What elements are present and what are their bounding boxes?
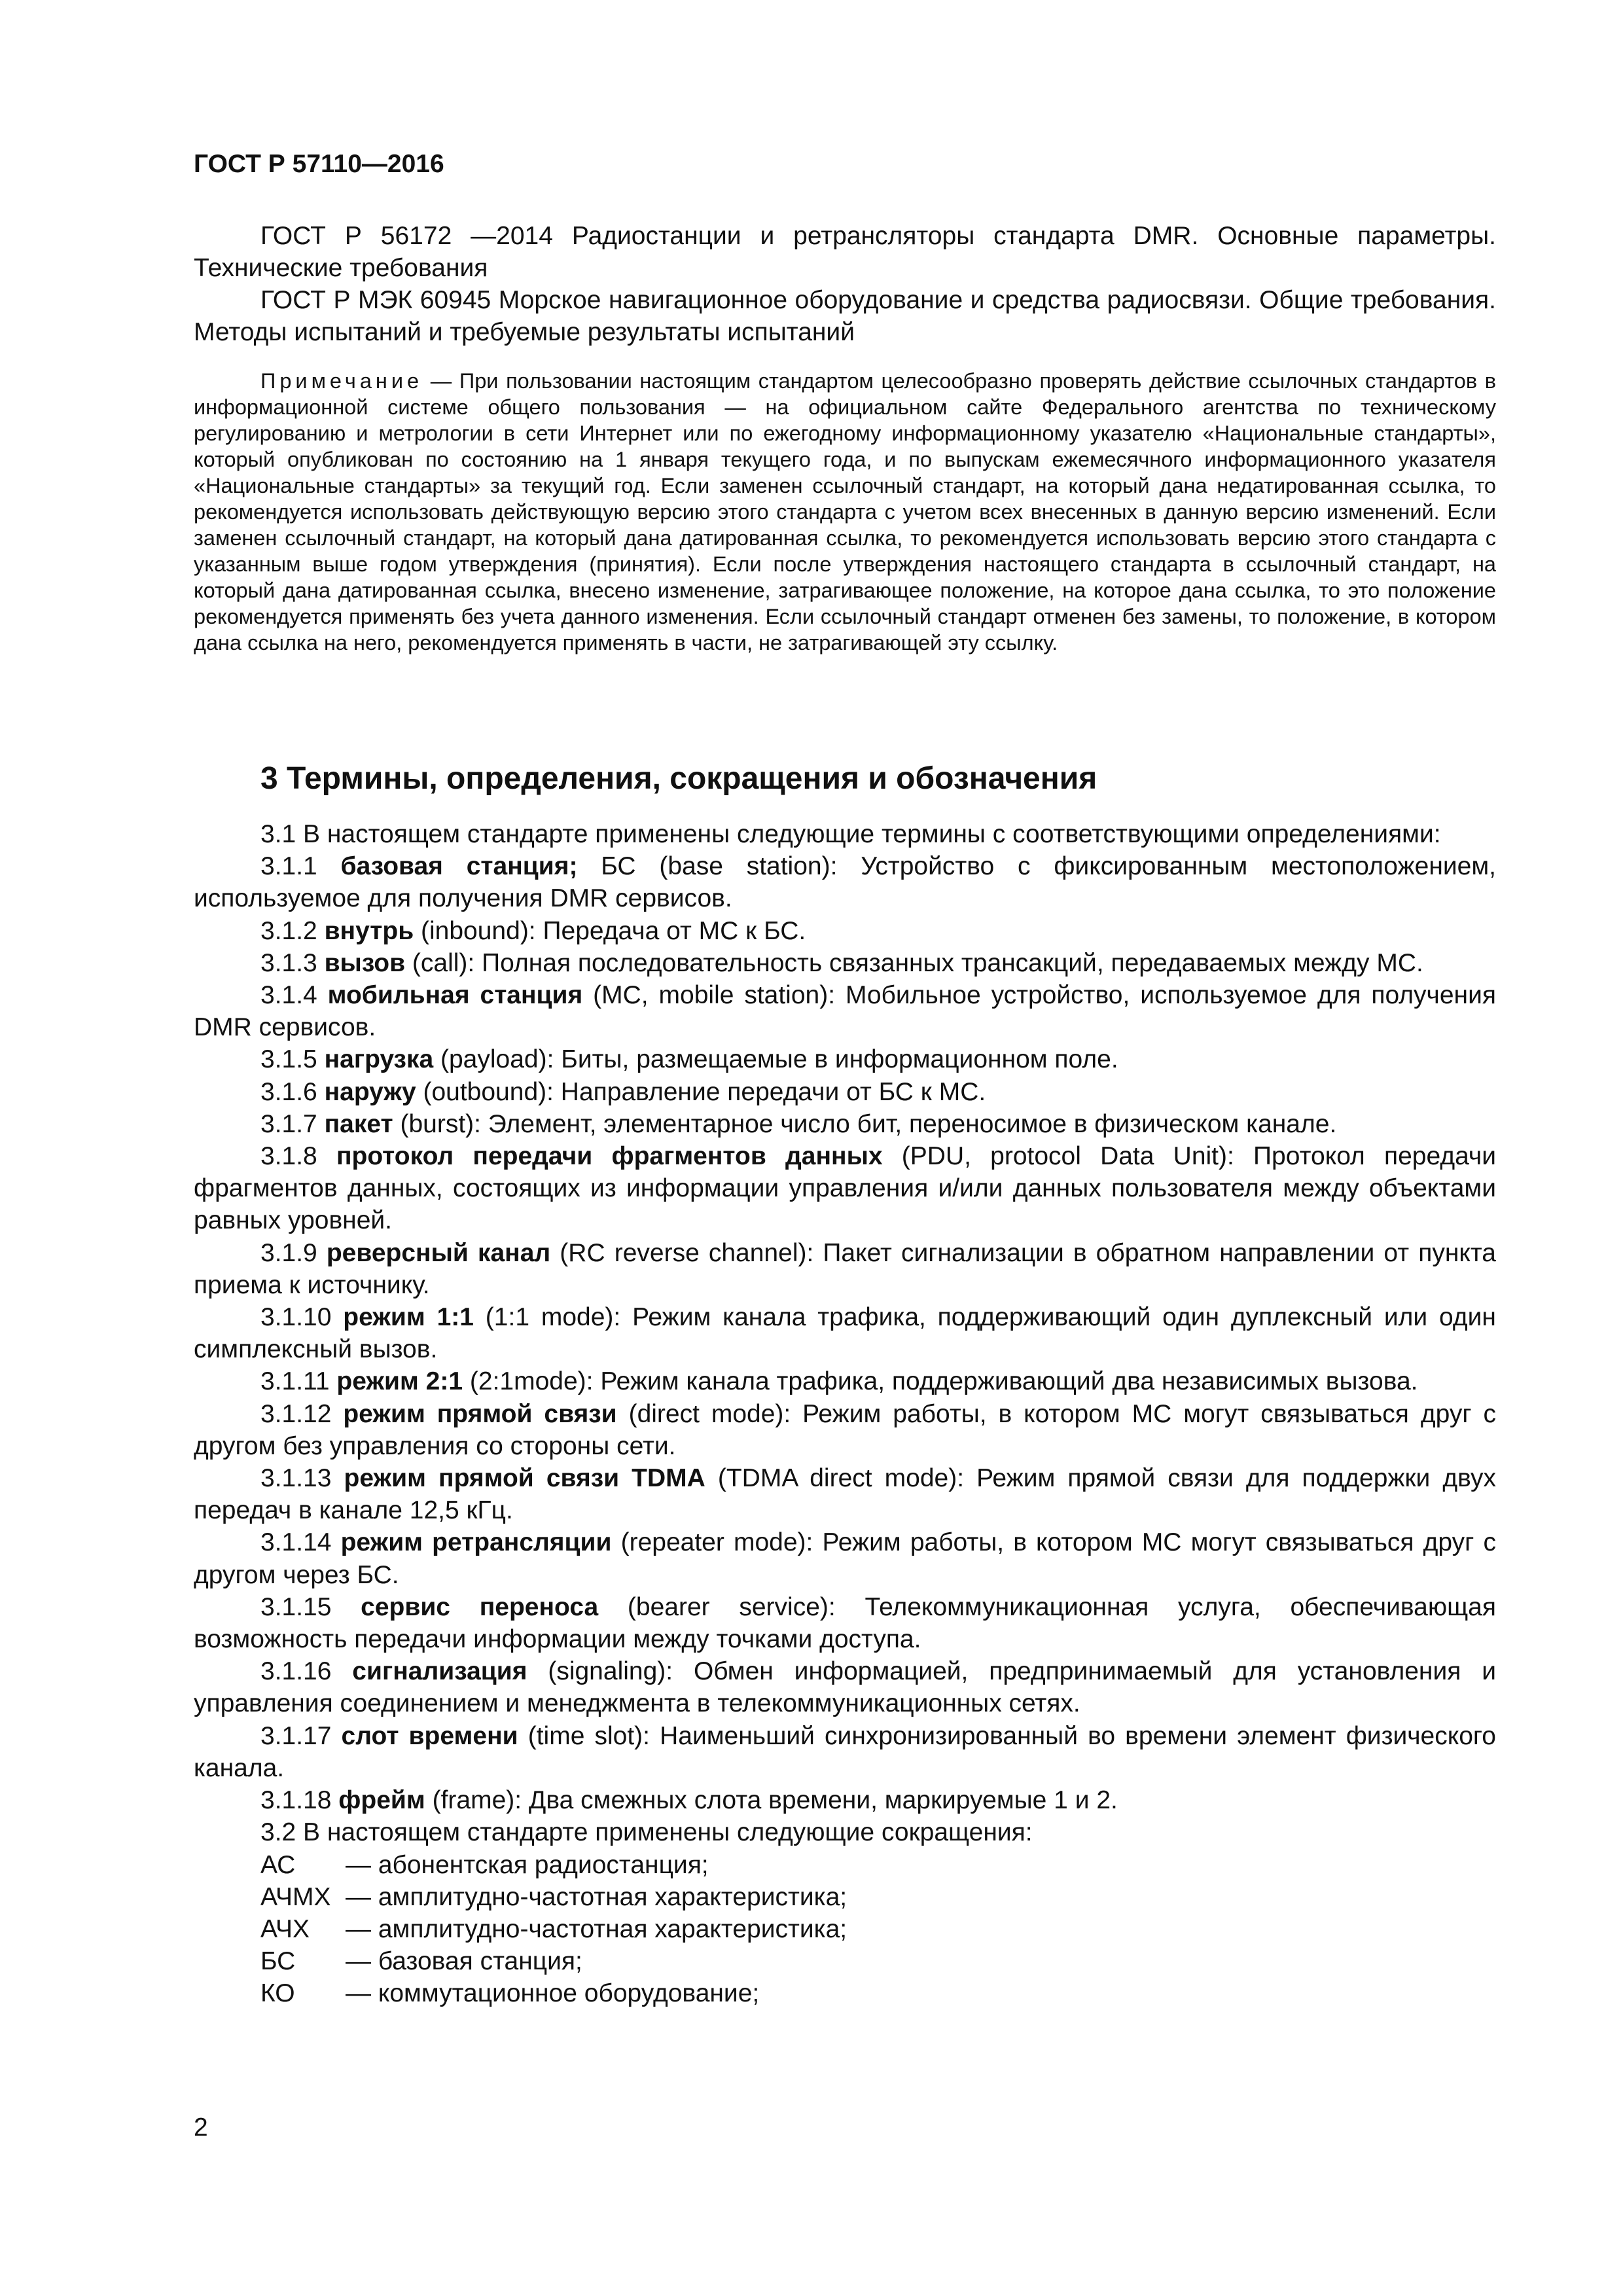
- term-name: внутрь: [324, 916, 414, 945]
- abbreviation-code: КО: [260, 1979, 295, 2008]
- term-name: режим ретрансляции: [340, 1528, 612, 1557]
- term-entry: [194, 1462, 1496, 1526]
- term-definition: (outbound): Направление передачи от БС к МС.: [416, 1077, 986, 1106]
- term-name: сигнализация: [352, 1657, 527, 1686]
- term-name: пакет: [324, 1109, 393, 1138]
- term-definition: (time slot): Наименьший синхронизированный во времени элемент физического канала.: [194, 1721, 1496, 1782]
- term-number: 3.1.7: [260, 1109, 325, 1138]
- term-definition: (direct mode): Режим работы, в котором МС могут связываться друг с другом без управления со стороны сети.: [194, 1399, 1496, 1460]
- term-definition: (call): Полная последовательность связанных трансакций, передаваемых между МС.: [405, 948, 1423, 977]
- term-number: 3.1.16: [260, 1657, 353, 1686]
- term-entry: [194, 1720, 1496, 1784]
- term-number: 3.1.8: [260, 1142, 336, 1171]
- abbreviation-desc: — амплитудно-частотная характеристика;: [346, 1914, 847, 1943]
- abbreviation-desc: — абонентская радиостанция;: [346, 1850, 709, 1879]
- term-name: наружу: [324, 1077, 416, 1106]
- term-number: 3.1.1: [260, 852, 341, 881]
- term-number: 3.1.6: [260, 1077, 325, 1106]
- term-number: 3.1.17: [260, 1721, 342, 1750]
- abbreviation-code: АЧМХ: [260, 1882, 331, 1911]
- term-definition: (burst): Элемент, элементарное число бит, переносимое в физическом канале.: [393, 1109, 1337, 1138]
- term-number: 3.1.11: [260, 1367, 337, 1396]
- normative-references: [194, 220, 1496, 348]
- terms-intro: 3.1 В настоящем стандарте применены следующие термины с соответствующими определениями:: [260, 820, 1441, 848]
- abbreviation-code: АЧХ: [260, 1914, 310, 1943]
- term-entry: [194, 979, 1496, 1043]
- term-number: 3.1.13: [260, 1464, 344, 1493]
- term-number: 3.1.12: [260, 1399, 344, 1428]
- term-definition: (signaling): Обмен информацией, предпринимаемый для установления и управления соединением и менеджмента в телекоммуникационных сетях.: [194, 1657, 1496, 1718]
- abbreviations-intro: 3.2 В настоящем стандарте применены следующие сокращения:: [260, 1818, 1033, 1847]
- term-number: 3.1.5: [260, 1045, 325, 1074]
- term-entry: [194, 1108, 1496, 1140]
- term-definition: (payload): Биты, размещаемые в информационном поле.: [433, 1045, 1118, 1074]
- term-definition: (frame): Два смежных слота времени, маркируемые 1 и 2.: [425, 1786, 1118, 1815]
- term-name: режим 2:1: [336, 1367, 463, 1396]
- term-name: нагрузка: [324, 1045, 434, 1074]
- term-entry: [194, 1301, 1496, 1365]
- term-entry: [194, 1784, 1496, 1816]
- term-name: сервис переноса: [361, 1592, 599, 1621]
- term-definition: (TDMA direct mode): Режим прямой связи для поддержки двух передач в канале 12,5 кГц.: [194, 1464, 1496, 1525]
- reference-item: ГОСТ Р МЭК 60945 Морское навигационное оборудование и средства радиосвязи. Общие требования. Методы испытаний и требуемые результаты испытаний: [194, 286, 1496, 346]
- term-entry: [194, 915, 1496, 947]
- term-name: слот времени: [341, 1721, 518, 1750]
- term-definition: (2:1mode): Режим канала трафика, поддерживающий два независимых вызова.: [463, 1367, 1418, 1396]
- abbreviation-entry: [194, 1945, 1496, 1977]
- term-entry: [194, 1591, 1496, 1655]
- term-name: фрейм: [338, 1786, 425, 1815]
- term-definition: (1:1 mode): Режим канала трафика, поддерживающий один дуплексный или один симплексный вызов.: [194, 1303, 1496, 1364]
- term-entry: [194, 850, 1496, 914]
- term-entry: [194, 947, 1496, 979]
- term-name: реверсный канал: [326, 1238, 551, 1267]
- term-name: мобильная станция: [327, 981, 583, 1010]
- term-name: вызов: [324, 948, 406, 977]
- term-number: 3.1.10: [260, 1303, 344, 1332]
- term-entry: [194, 1076, 1496, 1108]
- abbreviation-desc: — базовая станция;: [346, 1947, 582, 1976]
- term-name: режим прямой связи: [343, 1399, 617, 1428]
- term-number: 3.1.4: [260, 981, 328, 1010]
- term-definition: БС (base station): Устройство с фиксированным местоположением, используемое для получения DMR сервисов.: [194, 852, 1496, 913]
- note-label: Примечание: [260, 369, 423, 393]
- term-definition: (bearer service): Телекоммуникационная услуга, обеспечивающая возможность передачи информации между точками доступа.: [194, 1592, 1496, 1654]
- term-entry: [194, 1526, 1496, 1590]
- term-number: 3.1.3: [260, 948, 325, 977]
- abbreviation-entry: [194, 1913, 1496, 1945]
- term-entry: [194, 1237, 1496, 1301]
- term-number: 3.1.15: [260, 1592, 361, 1621]
- abbreviation-code: БС: [260, 1947, 296, 1976]
- note-text: — При пользовании настоящим стандартом целесообразно проверять действие ссылочных стандартов в информационной системе общего пользования — на официальном сайте Федерального агентства по техническому регулированию и метрологии в сети Интернет или по ежегодному информационному указателю «Национальные стандарты», который опубликован по состоянию на 1 января текущего года, и по выпускам ежемесячного информационного указателя «Национальные стандарты» за текущий год. Если заменен ссылочный стандарт, на который дана недатированная ссылка, то рекомендуется использовать действующую версию этого стандарта с учетом всех внесенных в данную версию изменений. Если заменен ссылочный стандарт, на который дана датированная ссылка, то рекомендуется использовать версию этого стандарта с указанным выше годом утверждения (принятия). Если после утверждения настоящего стандарта в ссылочный стандарт, на который дана датированная ссылка, внесено изменение, затрагивающее положение, на которое дана ссылка, то это положение рекомендуется применять без учета данного изменения. Если ссылочный стандарт отменен без замены, то положение, в котором дана ссылка на него, рекомендуется применять в части, не затрагивающей эту ссылку.: [194, 369, 1496, 655]
- term-number: 3.1.18: [260, 1786, 339, 1815]
- terms-list: [194, 818, 1496, 2010]
- abbreviation-desc: — коммутационное оборудование;: [346, 1979, 760, 2008]
- abbreviation-entry: [194, 1977, 1496, 2009]
- term-entry: [194, 1398, 1496, 1462]
- term-definition: (RC reverse channel): Пакет сигнализации в обратном направлении от пункта приема к источнику.: [194, 1238, 1496, 1299]
- term-definition: (PDU, protocol Data Unit): Протокол передачи фрагментов данных, состоящих из информации управления и/или данных пользователя между объектами равных уровней.: [194, 1142, 1497, 1235]
- term-number: 3.1.9: [260, 1238, 327, 1267]
- reference-item: ГОСТ Р 56172 —2014 Радиостанции и ретрансляторы стандарта DMR. Основные параметры. Технические требования: [194, 222, 1496, 282]
- term-name: режим прямой связи TDMA: [344, 1464, 705, 1493]
- term-number: 3.1.2: [260, 916, 325, 945]
- term-name: протокол передачи фрагментов данных: [336, 1142, 883, 1171]
- term-entry: [194, 1140, 1496, 1237]
- section-title: 3 Термины, определения, сокращения и обозначения: [260, 761, 1097, 796]
- document-header-code: ГОСТ Р 57110—2016: [194, 150, 444, 178]
- note-paragraph: [194, 368, 1496, 656]
- page-number: 2: [194, 2113, 208, 2142]
- term-number: 3.1.14: [260, 1528, 341, 1557]
- term-name: базовая станция;: [340, 852, 578, 881]
- term-entry: [194, 1365, 1496, 1397]
- term-name: режим 1:1: [343, 1303, 474, 1332]
- term-definition: (МС, mobile station): Мобильное устройство, используемое для получения DMR сервисов.: [194, 981, 1497, 1042]
- abbreviation-desc: — амплитудно-частотная характеристика;: [346, 1882, 847, 1911]
- abbreviation-entry: [194, 1881, 1496, 1913]
- term-entry: [194, 1043, 1496, 1075]
- term-definition: (inbound): Передача от МС к БС.: [414, 916, 806, 945]
- term-entry: [194, 1655, 1496, 1719]
- abbreviation-entry: [194, 1849, 1496, 1881]
- abbreviation-code: АС: [260, 1850, 296, 1879]
- term-definition: (repeater mode): Режим работы, в котором МС могут связываться друг с другом через БС.: [194, 1528, 1496, 1589]
